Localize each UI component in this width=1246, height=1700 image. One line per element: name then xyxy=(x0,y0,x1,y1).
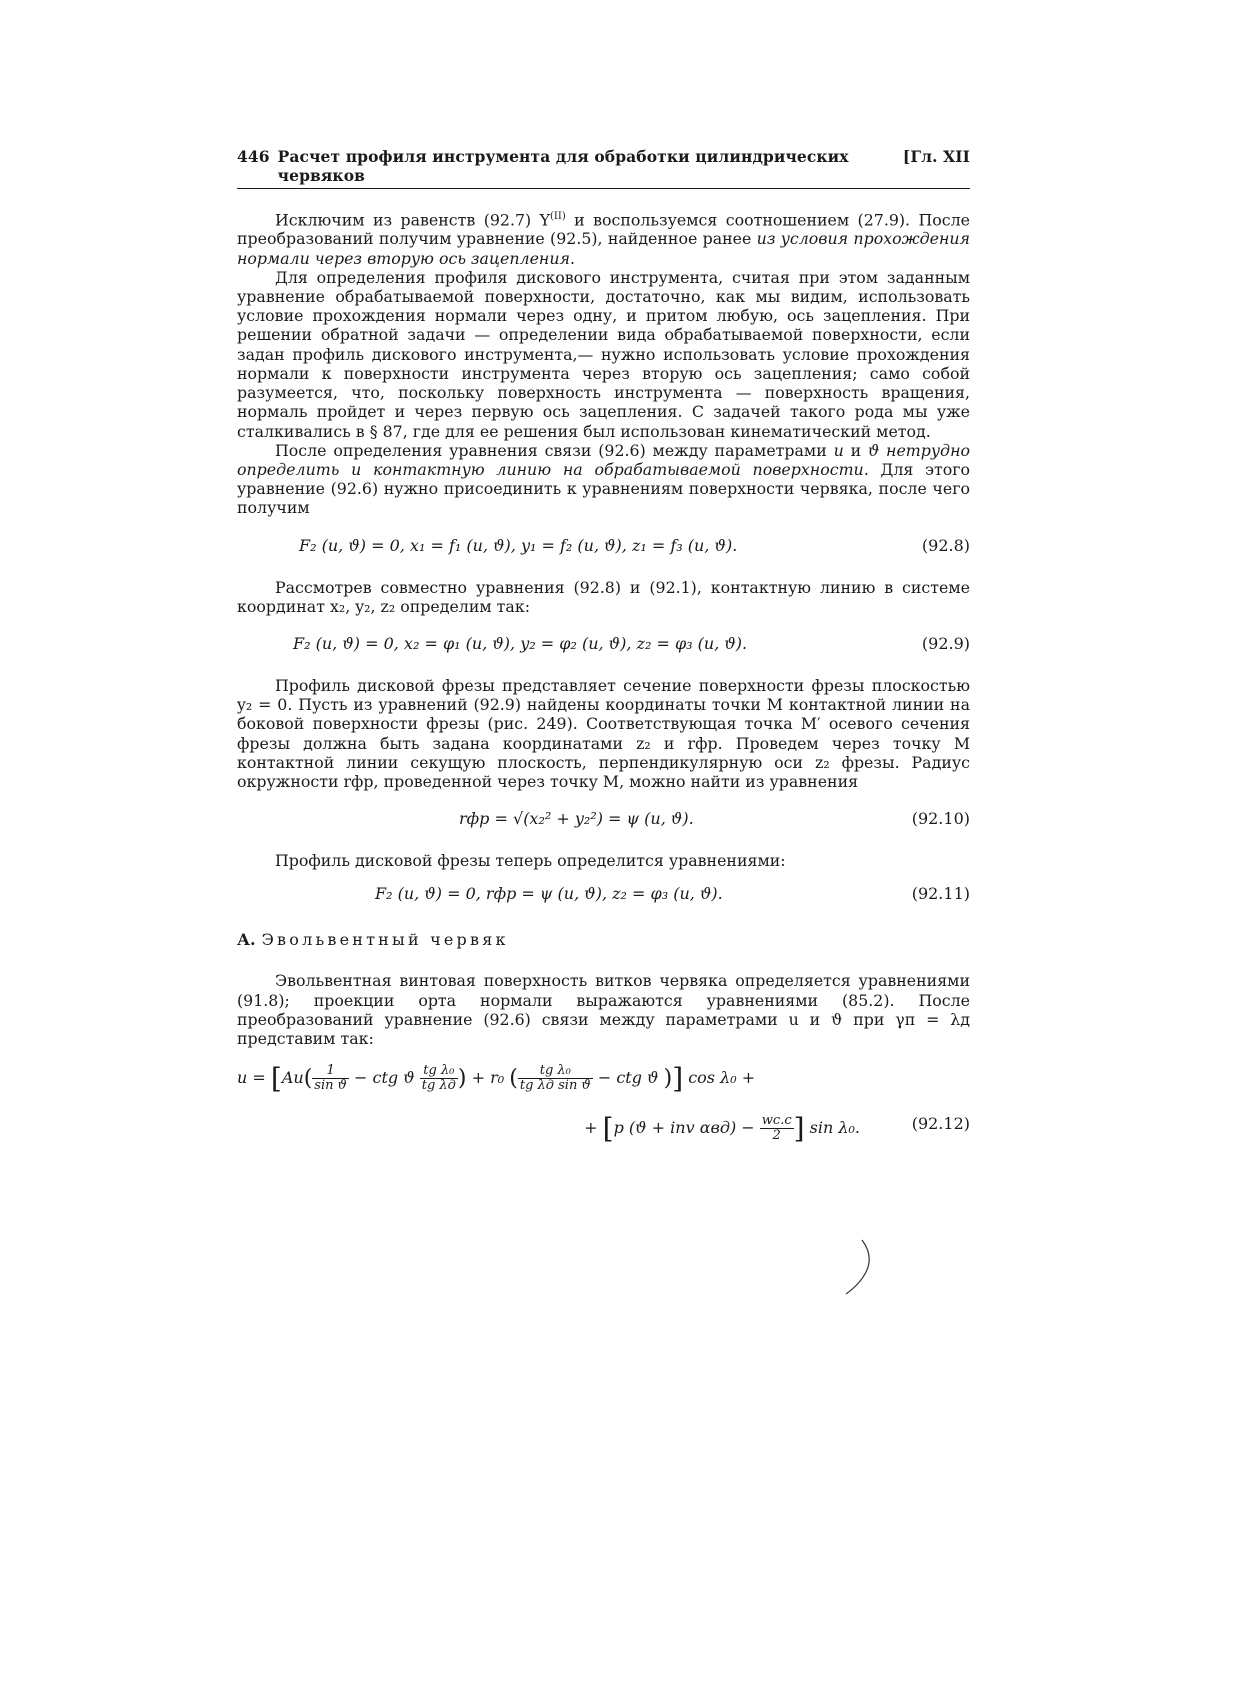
fraction-4-den: 2 xyxy=(772,1128,781,1144)
p1-text-a: Исключим из равенств (92.7) Y xyxy=(275,210,551,230)
fraction-2 xyxy=(420,1064,458,1093)
running-title: Расчет профиля инструмента для обработки цилиндрических червяков xyxy=(277,147,849,185)
paragraph-7: Эвольвентная винтовая поверхность витков червяка определяется уравнениями (91.8); проекции орта нормали выражаются уравнениями (85.2). После преобразований уравнение (92.6) связи между параметрами u и ϑ при γп = λд представим так: xyxy=(237,971,970,1048)
eq-a-coef: Aи xyxy=(281,1068,304,1088)
eq-mid-1: − ctg ϑ xyxy=(348,1068,420,1088)
equation-92-12 xyxy=(237,1062,970,1162)
fraction-1 xyxy=(312,1064,349,1093)
equation-92-12-line-2 xyxy=(584,1112,860,1145)
bracket-close: ] xyxy=(672,1062,684,1096)
equation-92-10-body: rфр = √(x₂² + y₂²) = ψ (u, ϑ). xyxy=(459,809,694,829)
fraction-2-num: tg λ₀ xyxy=(420,1064,458,1079)
equation-92-10 xyxy=(237,809,970,831)
fraction-4 xyxy=(760,1114,794,1143)
section-heading xyxy=(237,930,970,949)
paren-open: ( xyxy=(303,1066,313,1092)
equation-92-9 xyxy=(237,634,970,656)
equation-92-12-line-1 xyxy=(237,1062,755,1095)
fraction-1-den: sin ϑ xyxy=(314,1078,347,1094)
equation-92-8-number: (92.8) xyxy=(921,535,970,555)
paragraph-6: Профиль дисковой фрезы теперь определится уравнениями: xyxy=(275,851,786,871)
fraction-3-den: tg λд sin ϑ xyxy=(519,1078,591,1094)
equation-92-10-number: (92.10) xyxy=(911,809,970,829)
paragraph-4: Рассмотрев совместно уравнения (92.8) и (92.1), контактную линию в системе координат x₂, y₂, z₂ определим так: xyxy=(237,577,970,616)
fraction-4-num: wс.с xyxy=(761,1113,792,1129)
eq-p-term: p (ϑ + inv αвд) − xyxy=(613,1118,760,1138)
eq-mid-2: + r₀ xyxy=(466,1068,510,1088)
chapter-label: [Гл. XII xyxy=(902,147,970,166)
eq-end-2: sin λ₀. xyxy=(804,1118,860,1138)
section-letter: А. xyxy=(237,930,256,950)
fraction-1-num: 1 xyxy=(312,1064,349,1079)
equation-92-9-body: F₂ (u, ϑ) = 0, x₂ = φ₁ (u, ϑ), y₂ = φ₂ (u, ϑ), z₂ = φ₃ (u, ϑ). xyxy=(293,633,748,653)
bracket-open-2: [ xyxy=(602,1112,614,1146)
paren-close-2: ) xyxy=(663,1066,673,1092)
p3-text-b: Для этого уравнение (92.6) нужно присоединить к уравнениям поверхности червяка, после чего получим xyxy=(237,459,970,518)
equation-92-11-number: (92.11) xyxy=(911,884,970,904)
p3-text-a: После определения уравнения связи (92.6) между параметрами xyxy=(275,440,834,460)
bracket-open: [ xyxy=(270,1062,282,1096)
fraction-3-num: tg λ₀ xyxy=(518,1064,593,1079)
equation-92-11-body: F₂ (u, ϑ) = 0, rфр = ψ (u, ϑ), z₂ = φ₃ (u, ϑ). xyxy=(375,884,723,904)
paren-close: ) xyxy=(457,1066,467,1092)
p1-superscript: (II) xyxy=(550,211,566,222)
bracket-close-2: ] xyxy=(793,1112,805,1146)
equation-92-9-number: (92.9) xyxy=(921,633,970,653)
eq-end-1: cos λ₀ + xyxy=(683,1068,756,1088)
page xyxy=(237,147,970,1162)
running-head xyxy=(237,147,970,189)
p3-italic: нетрудно определить и контактную линию на обрабатываемой поверхности. xyxy=(237,440,970,479)
paragraph-3 xyxy=(237,441,970,518)
paragraph-1 xyxy=(237,207,970,268)
equation-92-11 xyxy=(237,884,970,906)
paragraph-2: Для определения профиля дискового инструмента, считая при этом заданным уравнение обрабатываемой поверхности, достаточно, как мы видим, использовать условие прохождения нормали через одну, и притом любую, ось зацепления. При решении обратной задачи — определении вида обрабатываемой поверхности, если задан профиль дискового инструмента,— нужно использовать условие прохождения нормали к поверхности инструмента через вторую ось зацепления; само собой разумеется, что, поскольку поверхность инструмента — поверхность вращения, нормаль пройдет и через первую ось зацепления. С задачей такого рода мы уже сталкивались в § 87, где для ее решения был использован кинематический метод. xyxy=(237,267,970,441)
equation-92-8-body: F₂ (u, ϑ) = 0, x₁ = f₁ (u, ϑ), y₁ = f₂ (u, ϑ), z₁ = f₃ (u, ϑ). xyxy=(299,535,738,555)
p3-var-u: u xyxy=(833,440,844,460)
paren-open-2: ( xyxy=(509,1066,518,1092)
section-title: Эвольвентный червяк xyxy=(261,930,509,950)
eq-plus: + xyxy=(584,1118,603,1138)
page-number: 446 xyxy=(237,147,270,166)
p1-text-b: и воспользуемся соотношением (27.9). После преобразований получим уравнение (92.5), найденное ранее xyxy=(237,210,970,249)
fraction-2-den: tg λд xyxy=(421,1078,456,1094)
p3-and: и xyxy=(843,440,868,460)
fraction-3 xyxy=(518,1064,593,1093)
p1-italic: из условия прохождения нормали через вторую ось зацепления. xyxy=(237,229,970,268)
eq-u: u = xyxy=(237,1068,271,1088)
equation-92-12-number: (92.12) xyxy=(911,1114,970,1134)
equation-92-8 xyxy=(237,536,970,558)
p3-var-theta: ϑ xyxy=(867,440,880,460)
eq-mid-3: − ctg ϑ xyxy=(592,1068,664,1088)
pencil-mark xyxy=(840,1238,880,1298)
paragraph-5: Профиль дисковой фрезы представляет сечение поверхности фрезы плоскостью y₂ = 0. Пусть из уравнений (92.9) найдены координаты точки M контактной линии на боковой поверхности фрезы (рис. 249). Соответствующая точка M′ осевого сечения фрезы должна быть задана координатами z₂ и rфр. Проведем через точку M контактной линии секущую плоскость, перпендикулярную оси z₂ фрезы. Радиус окружности rфр, проведенной через точку M, можно найти из уравнения xyxy=(237,675,970,791)
